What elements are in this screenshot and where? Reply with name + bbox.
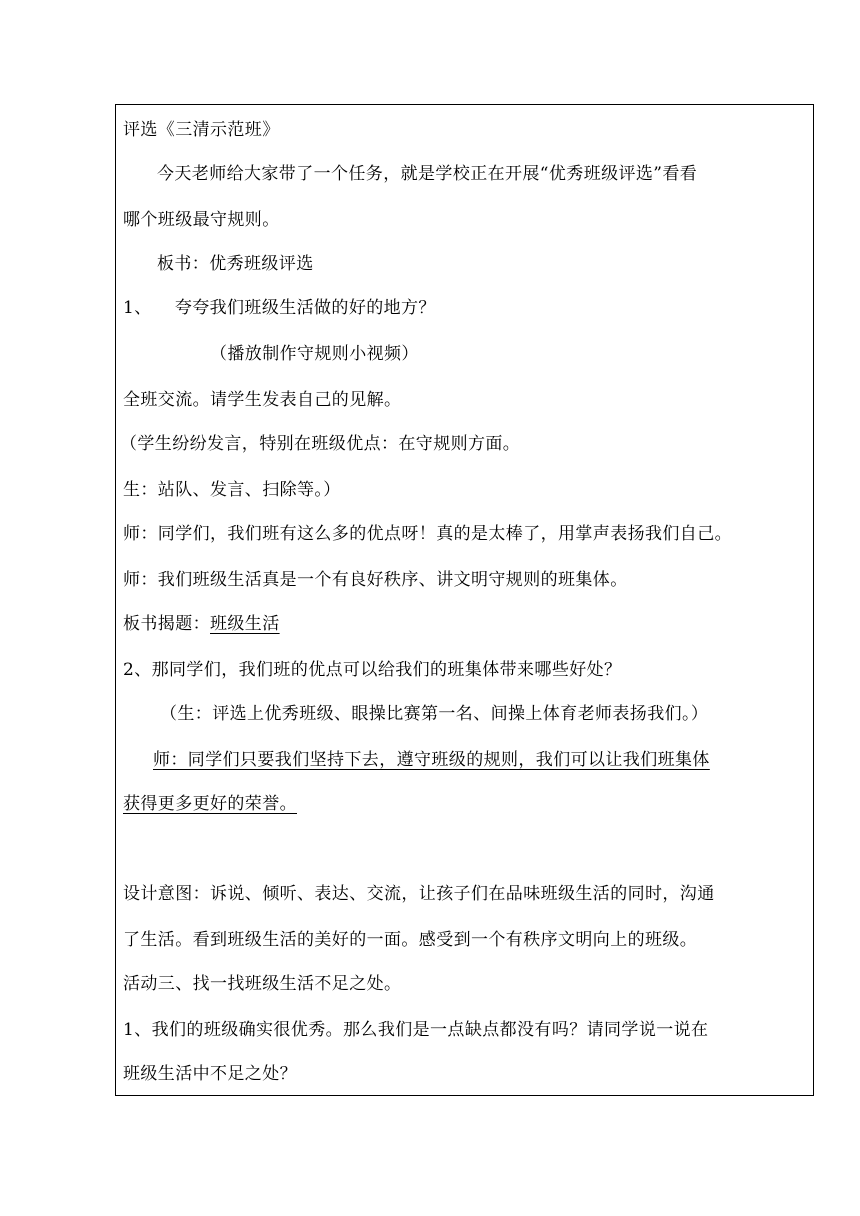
teacher-summary-cont: 获得更多更好的荣誉。 (123, 794, 297, 814)
teacher-summary: 师：同学们只要我们坚持下去，遵守班级的规则，我们可以让我们班集体 (153, 750, 710, 770)
activity-three-heading: 活动三、找一找班级生活不足之处。 (123, 974, 402, 994)
board-title-line (123, 613, 280, 635)
paragraph-line: （学生纷纷发言，特别在班级优点：在守规则方面。 (120, 434, 521, 454)
paragraph-line: 哪个班级最守规则。 (123, 210, 280, 230)
question-3-cont: 班级生活中不足之处？ (123, 1064, 297, 1084)
teacher-line: 师：我们班级生活真是一个有良好秩序、讲文明守规则的班集体。 (123, 570, 628, 590)
board-title-label: 板书揭题： (123, 614, 210, 634)
paragraph-line: 生：站队、发言、扫除等。） (123, 480, 341, 500)
question-3: 1、我们的班级确实很优秀。那么我们是一点缺点都没有吗？请同学说一说在 (123, 1020, 709, 1040)
question-2: 2、那同学们，我们班的优点可以给我们的班集体带来哪些好处？ (123, 660, 622, 680)
student-answer: （生：评选上优秀班级、眼操比赛第一名、间操上体育老师表扬我们。） (160, 704, 709, 724)
video-note: （播放制作守规则小视频） (210, 344, 419, 364)
design-intent-cont: 了生活。看到班级生活的美好的一面。感受到一个有秩序文明向上的班级。 (123, 930, 698, 950)
board-note: 板书：优秀班级评选 (157, 254, 314, 274)
design-intent: 设计意图：诉说、倾听、表达、交流，让孩子们在品味班级生活的同时，沟通 (123, 884, 715, 904)
question-1: 1、 夸夸我们班级生活做的好的地方？ (123, 298, 436, 318)
activity-heading: 评选《三清示范班》 (123, 120, 280, 140)
teacher-line: 师：同学们，我们班有这么多的优点呀！真的是太棒了，用掌声表扬我们自己。 (123, 524, 732, 544)
paragraph-line: 全班交流。请学生发表自己的见解。 (123, 390, 402, 410)
paragraph-line: 今天老师给大家带了一个任务，就是学校正在开展“优秀班级评选”看看 (157, 164, 698, 184)
board-title-value: 班级生活 (210, 614, 280, 634)
